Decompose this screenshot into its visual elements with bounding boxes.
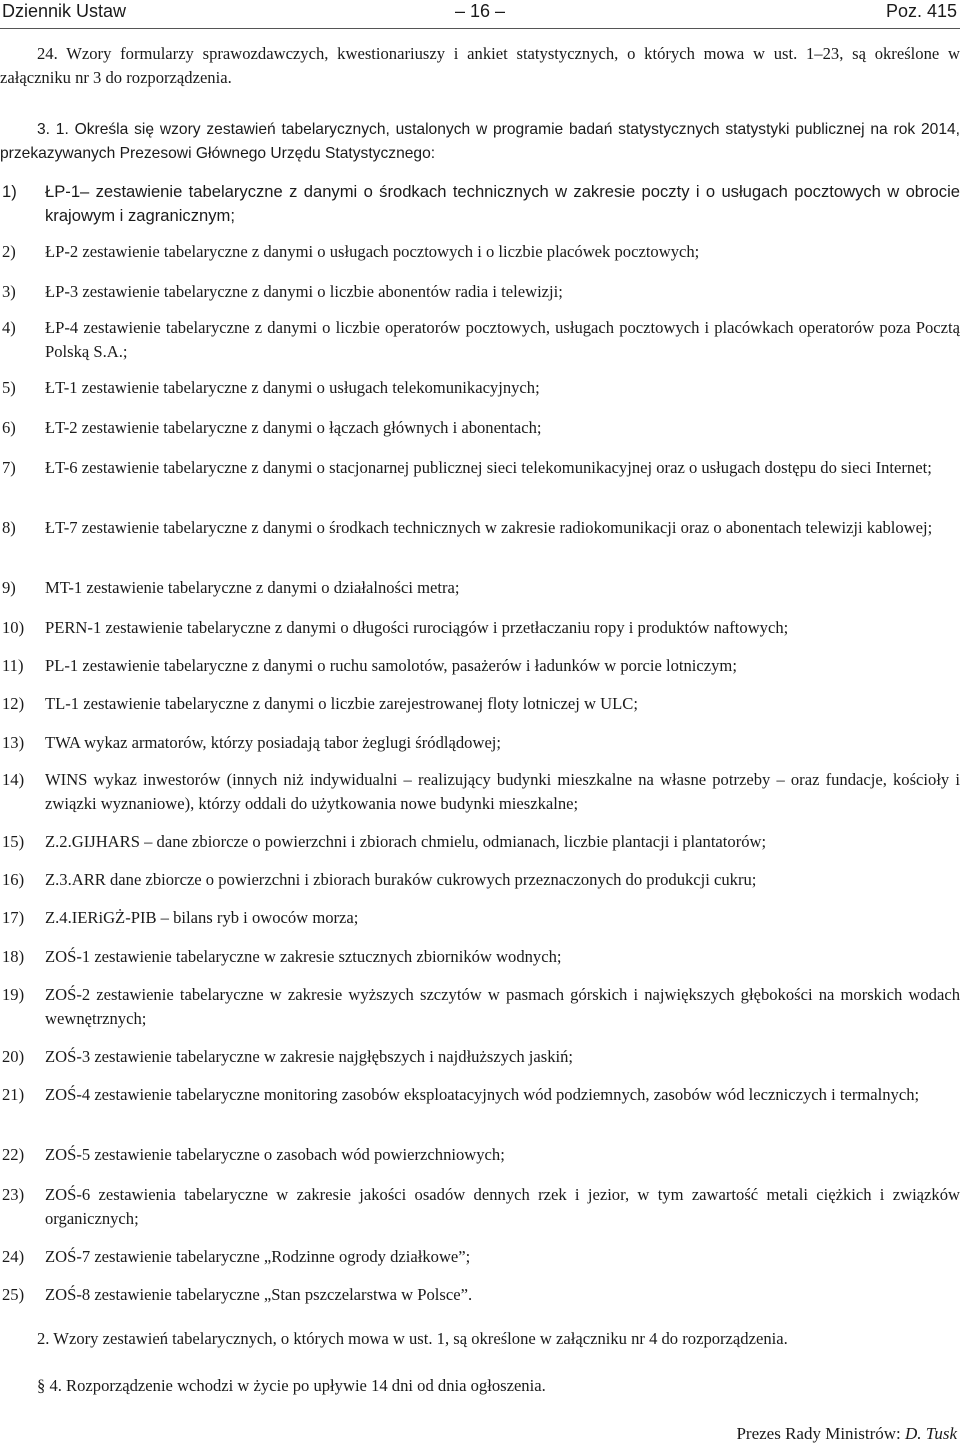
list-item-text: ZOŚ-3 zestawienie tabelaryczne w zakresie najgłębszych i najdłuższych jaskiń; [45, 1047, 574, 1066]
list-item-text: ŁT-7 zestawienie tabelaryczne z danymi o środkach technicznych w zakresie radiokomunikacji oraz o abonentach telewizji kablowej; [45, 518, 933, 537]
list-item-text: ŁT-1 zestawienie tabelaryczne z danymi o usługach telekomunikacyjnych; [45, 378, 540, 397]
list-item-text: ZOŚ-2 zestawienie tabelaryczne w zakresie wyższych szczytów w pasmach górskich i największych głębokości na morskich wodach wewnętrznych; [45, 985, 960, 1028]
list-item [0, 576, 960, 600]
list-item [0, 731, 960, 755]
list-item-number: 12) [2, 694, 25, 713]
list-item [0, 654, 960, 678]
list-item-number: 11) [2, 656, 24, 675]
list-item [0, 983, 960, 1031]
list-item-number: 6) [2, 418, 16, 437]
list-item [0, 868, 960, 892]
list-item-text: ZOŚ-5 zestawienie tabelaryczne o zasobach wód powierzchniowych; [45, 1145, 505, 1164]
list-item-number: 24) [2, 1247, 25, 1266]
list-item-text: WINS wykaz inwestorów (innych niż indywidualni – realizujący budynki mieszkalne na własne potrzeby – oraz fundacje, kościoły i związki wyznaniowe), którzy oddali do użytkowania nowe budynki mieszkalne; [45, 770, 960, 813]
list-item-number: 5) [2, 378, 16, 397]
list-item-number: 22) [2, 1145, 25, 1164]
list-item-text: Z.3.ARR dane zbiorcze o powierzchni i zbiorach buraków cukrowych przeznaczonych do produkcji cukru; [45, 870, 757, 889]
list-item-text: PERN-1 zestawienie tabelaryczne z danymi o długości rurociągów i przetłaczaniu ropy i produktów naftowych; [45, 618, 789, 637]
list-item [0, 280, 960, 304]
paragraph-section-3: 3. 1. Określa się wzory zestawień tabelarycznych, ustalonych w programie badań statystycznych statystyki publicznej na rok 2014, przekazywanych Prezesowi Głównego Urzędu Statystycznego: [0, 121, 960, 162]
list-item [0, 376, 960, 400]
list-item-number: 2) [2, 242, 16, 261]
list-item-text: ZOŚ-1 zestawienie tabelaryczne w zakresie sztucznych zbiorników wodnych; [45, 947, 562, 966]
list-item [0, 1083, 960, 1107]
list-item-text: ZOŚ-6 zestawienia tabelaryczne w zakresie jakości osadów dennych rzek i jezior, w tym zawartość metali ciężkich i związków organicznych; [45, 1185, 960, 1228]
list-item [0, 692, 960, 716]
list-item [0, 1143, 960, 1167]
paragraph-24: 24. Wzory formularzy sprawozdawczych, kwestionariuszy i ankiet statystycznych, o których mowa w ust. 1–23, są określone w załączniku nr 3 do rozporządzenia. [0, 44, 960, 87]
list-item [0, 1045, 960, 1069]
journal-title: Dziennik Ustaw [2, 1, 127, 21]
list-item-number: 9) [2, 578, 16, 597]
list-item-text: ZOŚ-7 zestawienie tabelaryczne „Rodzinne ogrody działkowe”; [45, 1247, 471, 1266]
list-item-number: 15) [2, 832, 25, 851]
position-number: Poz. 415 [885, 1, 957, 21]
signature-title: Prezes Rady Ministrów: [736, 1424, 901, 1443]
list-item-number: 18) [2, 947, 25, 966]
list-item-text: ŁP-3 zestawienie tabelaryczne z danymi o liczbie abonentów radia i telewizji; [45, 282, 563, 301]
list-item-number: 17) [2, 908, 25, 927]
list-item [0, 316, 960, 364]
list-item [0, 906, 960, 930]
list-item-text: ŁP-4 zestawienie tabelaryczne z danymi o liczbie operatorów pocztowych, usługach pocztowych i placówkach operatorów poza Pocztą Polską S.A.; [45, 318, 960, 361]
list-item [0, 768, 960, 816]
list-item-number: 14) [2, 770, 25, 789]
signature-name: D. Tusk [905, 1424, 957, 1443]
list-item-text: Z.4.IERiGŻ-PIB – bilans ryb i owoców morza; [45, 908, 359, 927]
list-item-number: 20) [2, 1047, 25, 1066]
list-item [0, 616, 960, 640]
list-item [0, 1183, 960, 1231]
list-item-number: 7) [2, 458, 16, 477]
list-item-text: MT-1 zestawienie tabelaryczne z danymi o działalności metra; [45, 578, 460, 597]
list-item-text: Z.2.GIJHARS – dane zbiorcze o powierzchni i zbiorach chmielu, odmianach, liczbie plantacji i plantatorów; [45, 832, 767, 851]
list-item-number: 21) [2, 1085, 25, 1104]
paragraph-section-4: § 4. Rozporządzenie wchodzi w życie po upływie 14 dni od dnia ogłoszenia. [37, 1376, 546, 1395]
list-item-number: 23) [2, 1185, 25, 1204]
list-item [0, 1245, 960, 1269]
list-item-number: 13) [2, 733, 25, 752]
list-item-text: ŁT-2 zestawienie tabelaryczne z danymi o łączach głównych i abonentach; [45, 418, 542, 437]
list-item-text: PL-1 zestawienie tabelaryczne z danymi o ruchu samolotów, pasażerów i ładunków w porcie lotniczym; [45, 656, 737, 675]
list-item [0, 516, 960, 540]
list-item-text: ZOŚ-4 zestawienie tabelaryczne monitoring zasobów eksploatacyjnych wód podziemnych, zasobów wód leczniczych i termalnych; [45, 1085, 920, 1104]
list-item-number: 16) [2, 870, 25, 889]
list-item-text: TWA wykaz armatorów, którzy posiadają tabor żeglugi śródlądowej; [45, 733, 502, 752]
list-item-text: TL-1 zestawienie tabelaryczne z danymi o liczbie zarejestrowanej floty lotniczej w ULC; [45, 694, 638, 713]
list-item [0, 180, 960, 228]
signature [736, 1424, 957, 1444]
list-item [0, 240, 960, 264]
list-item-text: ŁP-1– zestawienie tabelaryczne z danymi o środkach technicznych w zakresie poczty i o usługach pocztowych w obrocie krajowym i zagranicznym; [45, 182, 960, 225]
list-item-number: 4) [2, 318, 16, 337]
list-item-number: 25) [2, 1285, 25, 1304]
list-item-number: 8) [2, 518, 16, 537]
list-item [0, 945, 960, 969]
list-item [0, 830, 960, 854]
paragraph-2: 2. Wzory zestawień tabelarycznych, o których mowa w ust. 1, są określone w załączniku nr 4 do rozporządzenia. [37, 1329, 788, 1348]
page-number: – 16 – [454, 1, 506, 21]
list-item [0, 1283, 960, 1307]
page-header [0, 0, 960, 30]
header-rule [0, 28, 960, 29]
list-item-number: 1) [2, 182, 17, 201]
list-item-number: 3) [2, 282, 16, 301]
list-item-text: ŁP-2 zestawienie tabelaryczne z danymi o usługach pocztowych i o liczbie placówek pocztowych; [45, 242, 700, 261]
list-item-text: ZOŚ-8 zestawienie tabelaryczne „Stan pszczelarstwa w Polsce”. [45, 1285, 473, 1304]
list-item [0, 456, 960, 480]
list-item-text: ŁT-6 zestawienie tabelaryczne z danymi o stacjonarnej publicznej sieci telekomunikacyjnej oraz o usługach dostępu do sieci Internet; [45, 458, 932, 477]
list-item-number: 19) [2, 985, 25, 1004]
list-item-number: 10) [2, 618, 25, 637]
list-item [0, 416, 960, 440]
